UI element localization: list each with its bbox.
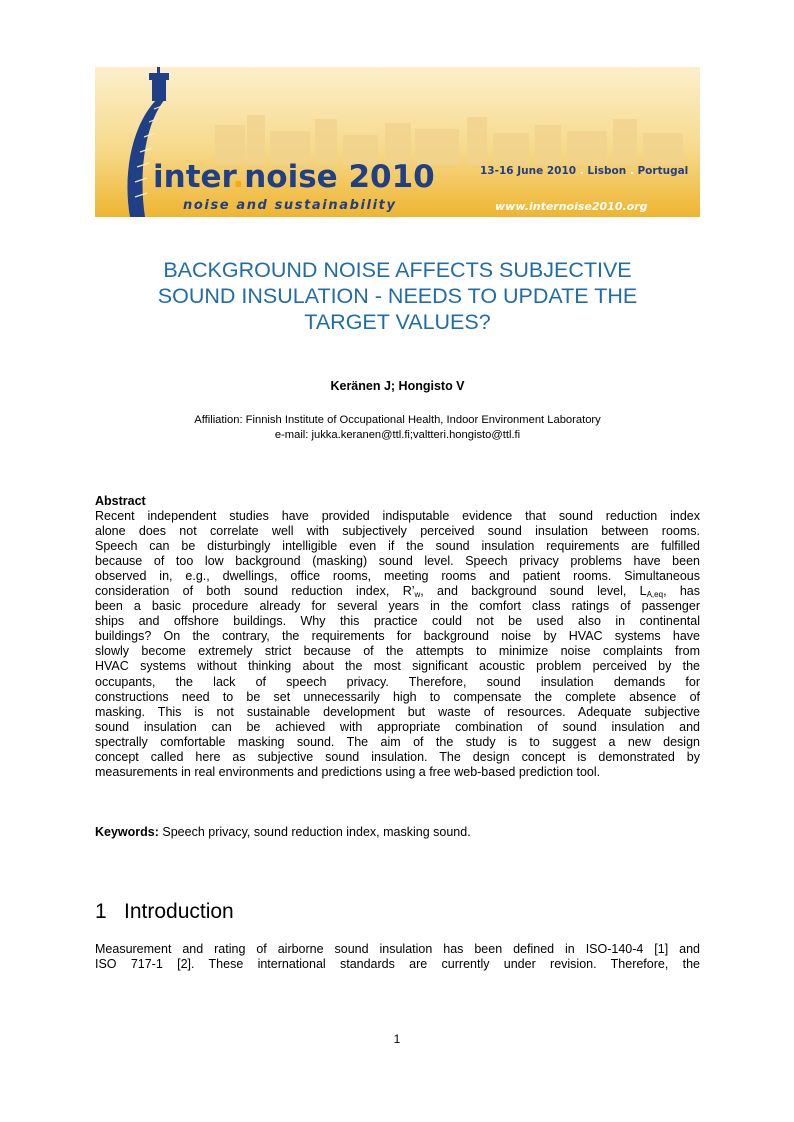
abstract-line: sound insulation can be achieved with appropriate combination of sound insulation and: [95, 719, 700, 734]
abstract-line: constructions need to be set unnecessarily high to compensate the complete absence of: [95, 689, 700, 704]
abstract-line: Speech can be disturbingly intelligible even if the sound insulation requirements are fulfilled: [95, 539, 700, 554]
conference-banner: [95, 67, 700, 217]
abstract-line: masking. This is not sustainable development but waste of resources. Adequate subjective: [95, 704, 700, 719]
tagline-text: noise and sustainability: [183, 198, 397, 213]
abstract-line: observed in, e.g., dwellings, office rooms, meeting rooms and patient rooms. Simultaneous: [95, 569, 700, 584]
logo-text: inter.noise 2010: [153, 159, 435, 195]
intro-line: ISO 717-1 [2]. These international standards are currently under revision. Therefore, the: [95, 957, 700, 972]
section-title: Introduction: [124, 900, 234, 923]
title-line: TARGET VALUES?: [304, 310, 491, 334]
abstract-line: measurements in real environments and predictions using a free web-based prediction tool.: [95, 764, 601, 779]
abstract-line: slowly become extremely strict because of the attempts to minimize noise complaints from: [95, 644, 700, 659]
intro-line: Measurement and rating of airborne sound insulation has been defined in ISO-140-4 [1] and: [95, 942, 700, 956]
email: e-mail: jukka.keranen@ttl.fi;valtteri.hongisto@ttl.fi: [274, 429, 521, 441]
keywords: [95, 825, 471, 839]
keywords-text: Speech privacy, sound reduction index, masking sound.: [158, 825, 471, 839]
intro-body: [95, 942, 700, 972]
title-line: SOUND INSULATION - NEEDS TO UPDATE THE: [157, 284, 638, 308]
abstract-line: been a basic procedure already for several years in the comfort class ratings of passenger: [95, 599, 700, 614]
abstract-line: HVAC systems without thinking about the most significant acoustic problem perceived by the: [95, 659, 700, 674]
keywords-label: Keywords:: [95, 825, 159, 839]
abstract-line: concept called here as subjective sound insulation. The design concept is demonstrated by: [95, 749, 700, 764]
page-number: 1: [393, 1032, 401, 1046]
section-number: 1: [95, 900, 107, 923]
banner-graphic: [95, 67, 700, 217]
affiliation-block: [95, 413, 700, 443]
abstract-line: Recent independent studies have provided indisputable evidence that sound reduction index: [95, 509, 700, 523]
title-line: BACKGROUND NOISE AFFECTS SUBJECTIVE: [163, 258, 632, 282]
abstract-line: ships and offshore buildings. Why this practice could not be used also in continental: [95, 614, 700, 629]
authors: Keränen J; Hongisto V: [330, 379, 465, 393]
dates-text: 13-16 June 2010 . Lisbon . Portugal: [480, 165, 689, 177]
abstract-body: [95, 509, 700, 780]
abstract-line-formula: consideration of both sound reduction index, $R’_w$, and background sound level, $L_{A,eq}$, has: [95, 584, 700, 600]
section-heading: [95, 900, 234, 924]
abstract-line: occupants, the lack of speech privacy. Therefore, sound insulation demands for: [95, 674, 700, 689]
abstract-line: buildings? On the contrary, the requirements for background noise by HVAC systems have: [95, 629, 700, 644]
affiliation: Affiliation: Finnish Institute of Occupational Health, Indoor Environment Laboratory: [194, 414, 601, 426]
abstract-line: spectrally comfortable masking sound. The aim of the study is to suggest a new design: [95, 734, 700, 749]
abstract-line: because of too low background (masking) sound level. Speech privacy problems have been: [95, 554, 700, 569]
abstract-heading: Abstract: [95, 494, 146, 508]
abstract-line: alone does not correlate well with subjectively perceived sound insulation between rooms.: [95, 524, 700, 539]
paper-title: [95, 257, 700, 335]
website-text: www.internoise2010.org: [495, 200, 648, 213]
